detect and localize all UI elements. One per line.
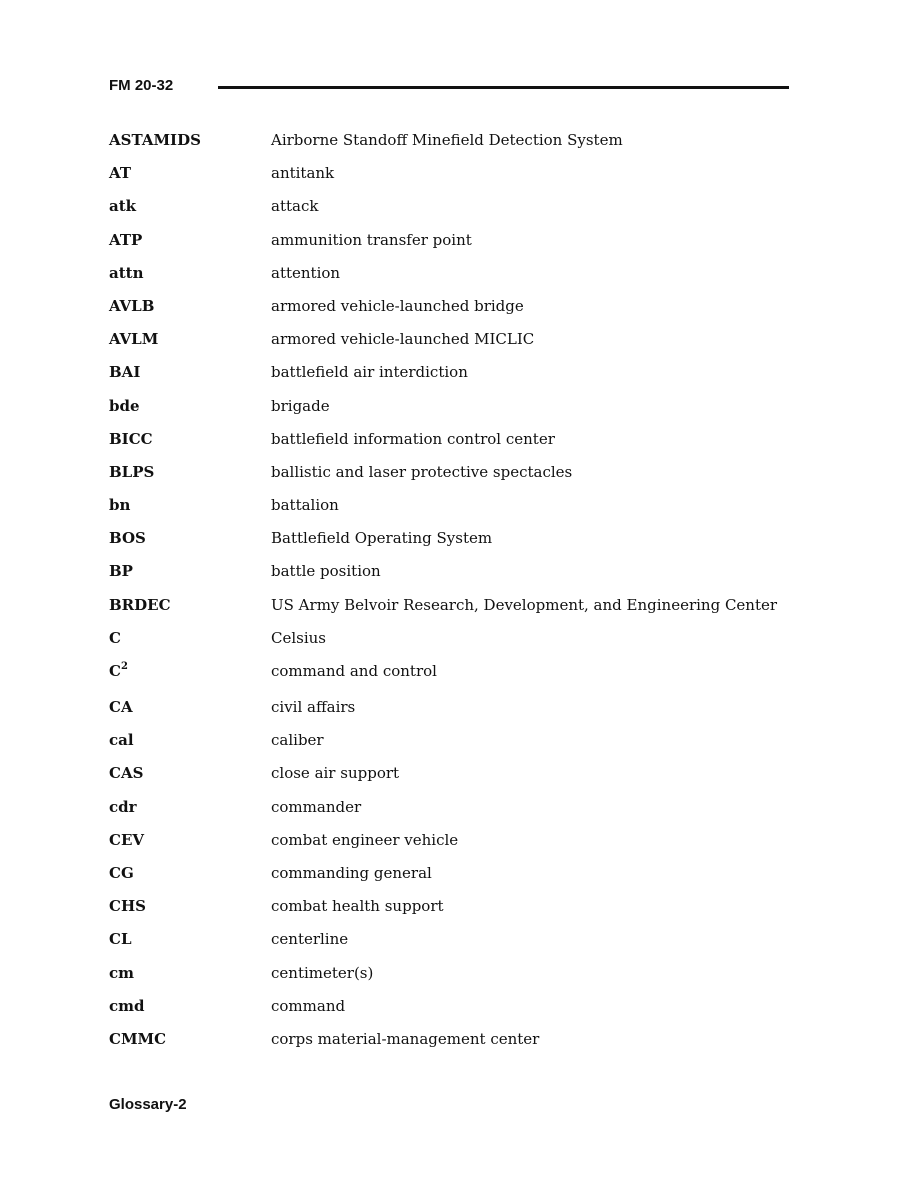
- glossary-term-text: cmd: [109, 996, 145, 1015]
- glossary-definition: attention: [271, 263, 341, 282]
- glossary-definition: caliber: [271, 731, 324, 750]
- glossary-definition: combat engineer vehicle: [271, 830, 459, 849]
- glossary-list: [109, 130, 789, 1062]
- glossary-term-text: cm: [109, 963, 135, 982]
- glossary-entry: [109, 429, 789, 462]
- glossary-definition: centimeter(s): [271, 963, 374, 982]
- glossary-term-text: attn: [109, 263, 144, 282]
- glossary-term-text: C: [109, 662, 121, 680]
- glossary-term-text: BOS: [109, 529, 146, 548]
- glossary-term-text: ASTAMIDS: [109, 131, 201, 149]
- glossary-definition: corps material-management center: [271, 1029, 540, 1048]
- glossary-definition: Celsius: [271, 628, 327, 647]
- glossary-term: [109, 495, 271, 515]
- glossary-term: [109, 396, 271, 416]
- glossary-definition: armored vehicle-launched MICLIC: [271, 330, 535, 349]
- glossary-entry: [109, 896, 789, 929]
- glossary-definition: commanding general: [271, 863, 432, 882]
- glossary-entry: [109, 230, 789, 263]
- glossary-term-text: AVLM: [109, 330, 159, 349]
- glossary-term-text: CA: [109, 698, 133, 716]
- glossary-term: [109, 830, 271, 850]
- glossary-term-text: CL: [109, 930, 132, 949]
- glossary-term-text: CHS: [109, 897, 146, 916]
- glossary-definition: command: [271, 996, 346, 1015]
- glossary-entry: [109, 929, 789, 962]
- glossary-term: [109, 329, 271, 349]
- glossary-definition: combat health support: [271, 897, 444, 916]
- glossary-entry: [109, 797, 789, 830]
- glossary-term: [109, 362, 271, 382]
- glossary-entry: [109, 996, 789, 1029]
- glossary-term-text: cdr: [109, 797, 137, 816]
- glossary-term-text: AVLB: [109, 296, 155, 315]
- page-header: [109, 77, 789, 97]
- glossary-entry: [109, 661, 789, 697]
- glossary-term-text: AT: [109, 164, 131, 183]
- glossary-term: [109, 263, 271, 283]
- glossary-term: [109, 963, 271, 983]
- glossary-definition: battalion: [271, 496, 339, 515]
- glossary-definition: ballistic and laser protective spectacles: [271, 462, 573, 481]
- glossary-entry: [109, 697, 789, 730]
- glossary-term-text: cal: [109, 731, 134, 750]
- glossary-entry: [109, 763, 789, 796]
- glossary-entry: [109, 396, 789, 429]
- glossary-entry: [109, 130, 789, 163]
- glossary-entry: [109, 595, 789, 628]
- glossary-definition: battlefield air interdiction: [271, 363, 468, 382]
- glossary-entry: [109, 263, 789, 296]
- glossary-term: [109, 929, 271, 949]
- glossary-term: [109, 462, 271, 482]
- document-id: FM 20-32: [109, 77, 174, 94]
- glossary-definition: commander: [271, 797, 362, 816]
- header-rule: [218, 86, 789, 89]
- glossary-term: [109, 996, 271, 1016]
- glossary-definition: battle position: [271, 562, 381, 581]
- glossary-entry: [109, 730, 789, 763]
- glossary-term: [109, 130, 271, 150]
- glossary-term: [109, 896, 271, 916]
- glossary-term: [109, 230, 271, 250]
- glossary-term-text: BRDEC: [109, 595, 171, 614]
- glossary-definition: attack: [271, 197, 319, 216]
- glossary-term: [109, 163, 271, 183]
- glossary-entry: [109, 528, 789, 561]
- glossary-term: [109, 296, 271, 316]
- page-footer-label: Glossary-2: [109, 1096, 187, 1113]
- glossary-term-superscript: 2: [120, 661, 128, 672]
- glossary-definition: armored vehicle-launched bridge: [271, 296, 524, 315]
- glossary-term-text: BAI: [109, 363, 141, 382]
- glossary-term-text: ATP: [109, 230, 143, 249]
- glossary-entry: [109, 462, 789, 495]
- glossary-entry: [109, 863, 789, 896]
- glossary-definition: Airborne Standoff Minefield Detection System: [271, 131, 623, 149]
- glossary-definition: command and control: [271, 662, 437, 680]
- glossary-term: [109, 528, 271, 548]
- glossary-term: [109, 196, 271, 216]
- glossary-entry: [109, 196, 789, 229]
- glossary-term-text: BP: [109, 562, 133, 581]
- glossary-entry: [109, 830, 789, 863]
- glossary-definition: battlefield information control center: [271, 429, 555, 448]
- glossary-term: [109, 595, 271, 615]
- glossary-entry: [109, 329, 789, 362]
- glossary-term: [109, 730, 271, 750]
- glossary-definition: centerline: [271, 930, 349, 949]
- glossary-entry: [109, 495, 789, 528]
- glossary-term-text: bde: [109, 396, 140, 415]
- glossary-term-text: BLPS: [109, 462, 155, 481]
- glossary-term-text: C: [109, 628, 121, 647]
- glossary-definition: US Army Belvoir Research, Development, and Engineering Center: [271, 595, 778, 614]
- glossary-definition: antitank: [271, 164, 335, 183]
- glossary-definition: civil affairs: [271, 698, 356, 716]
- glossary-term: [109, 863, 271, 883]
- glossary-definition: Battlefield Operating System: [271, 529, 493, 548]
- glossary-definition: ammunition transfer point: [271, 230, 472, 249]
- glossary-term: [109, 661, 271, 681]
- glossary-term: [109, 628, 271, 648]
- glossary-entry: [109, 362, 789, 395]
- glossary-term-text: BICC: [109, 429, 153, 448]
- glossary-term-text: CG: [109, 863, 134, 882]
- glossary-entry: [109, 963, 789, 996]
- glossary-entry: [109, 296, 789, 329]
- glossary-term: [109, 697, 271, 717]
- glossary-term-text: CAS: [109, 764, 144, 783]
- glossary-definition: close air support: [271, 764, 400, 783]
- glossary-entry: [109, 1029, 789, 1062]
- glossary-term-text: atk: [109, 197, 137, 216]
- glossary-term: [109, 561, 271, 581]
- glossary-entry: [109, 628, 789, 661]
- glossary-term: [109, 797, 271, 817]
- glossary-term-text: CMMC: [109, 1029, 167, 1048]
- glossary-entry: [109, 163, 789, 196]
- glossary-term: [109, 763, 271, 783]
- glossary-entry: [109, 561, 789, 594]
- glossary-term-text: CEV: [109, 830, 145, 849]
- glossary-definition: brigade: [271, 396, 330, 415]
- glossary-term: [109, 429, 271, 449]
- glossary-term: [109, 1029, 271, 1049]
- glossary-term-text: bn: [109, 496, 131, 515]
